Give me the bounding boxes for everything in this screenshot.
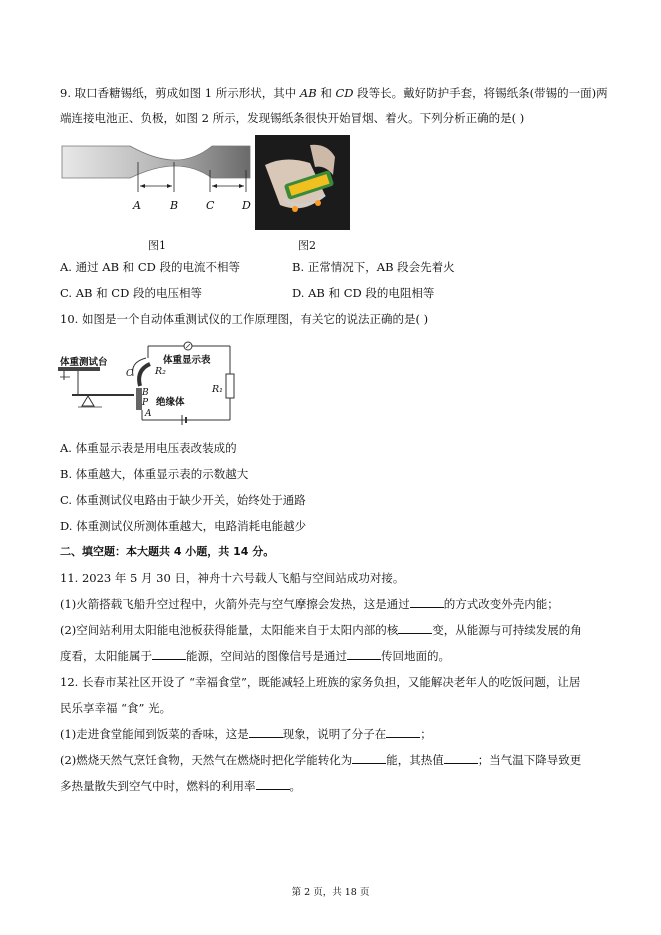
q12-part2-line1: (2)燃烧天然气烹饪食物，天然气在燃烧时把化学能转化为 能，其热值 ；当气温下降导致更 — [60, 753, 582, 767]
page-footer: 第 2 页，共 18 页 — [291, 887, 370, 898]
q10-stem: 10. 如图是一个自动体重测试仪的工作原理图，有关它的说法正确的是( ) — [60, 312, 429, 326]
label-c: C — [126, 368, 134, 379]
q10-option-a[interactable]: A. 体重显示表是用电压表改装成的 — [60, 441, 237, 455]
label-r2: R₂ — [155, 366, 166, 377]
label-a: A — [145, 409, 152, 419]
q9-option-b[interactable]: B. 正常情况下，AB 段会先着火 — [292, 260, 455, 274]
q11-part1: (1)火箭搭载飞船升空过程中，火箭外壳与空气摩擦会发热，这是通过 的方式改变外壳内能； — [60, 597, 559, 611]
fig1-caption: 图1 — [148, 239, 166, 252]
q12-blank-2[interactable] — [386, 727, 420, 738]
q12-stem-line2: 民乐享幸福 “食” 光。 — [60, 701, 172, 715]
q11-part2-line2: 度看，太阳能属于 能源，空间站的图像信号是通过 传回地面的。 — [60, 649, 450, 663]
fig1-label-d: D — [242, 199, 251, 212]
label-p: P — [142, 398, 149, 408]
label-meter: 体重显示表 — [163, 355, 211, 366]
q9-option-d[interactable]: D. AB 和 CD 段的电阻相等 — [292, 286, 435, 300]
label-insulator: 绝缘体 — [156, 397, 185, 408]
figure-weight-tester-circuit — [58, 340, 248, 426]
q9-options-row2 — [60, 285, 620, 301]
q9-stem-line2: 端连接电池正、负极，如图 2 所示，发现锡纸条很快开始冒烟、着火。下列分析正确的是( ) — [60, 111, 525, 125]
fig1-label-a: A — [133, 199, 141, 212]
q9-stem-line1: 9. 取口香糖锡纸，剪成如图 1 所示形状，其中 AB 和 CD 段等长。戴好防护手套，将锡纸条(带锡的一面)两 — [60, 86, 608, 100]
q11-blank-1[interactable] — [410, 597, 444, 608]
q12-stem-line1: 12. 长春市某社区开设了 “幸福食堂”，既能减轻上班族的家务负担，又能解决老年人的吃饭问题，让居 — [60, 675, 581, 689]
q11-blank-4[interactable] — [347, 649, 381, 660]
fig2-caption: 图2 — [298, 239, 316, 252]
section-fill-in-heading: 二、填空题：本大题共 4 小题，共 14 分。 — [60, 545, 275, 558]
q11-stem: 11. 2023 年 5 月 30 日，神舟十六号载人飞船与空间站成功对接。 — [60, 571, 405, 585]
q11-part2-line1: (2)空间站利用太阳能电池板获得能量，太阳能来自于太阳内部的核 变，从能源与可持续发展的角 — [60, 623, 582, 637]
fig1-label-c: C — [206, 199, 215, 212]
q10-option-d[interactable]: D. 体重测试仪所测体重越大，电路消耗电能越少 — [60, 519, 307, 533]
q12-part1: (1)走进食堂能闻到饭菜的香味，这是 现象，说明了分子在 ； — [60, 727, 432, 741]
q12-part2-line2: 多热量散失到空气中时，燃料的利用率 。 — [60, 779, 301, 793]
q10-option-b[interactable]: B. 体重越大，体重显示表的示数越大 — [60, 467, 249, 481]
q11-blank-3[interactable] — [152, 649, 186, 660]
figure-2-battery-photo — [255, 135, 350, 230]
q12-blank-4[interactable] — [444, 753, 478, 764]
q11-blank-2[interactable] — [398, 623, 432, 634]
q12-blank-3[interactable] — [352, 753, 386, 764]
q9-options-row1 — [60, 259, 620, 275]
fig1-label-b: B — [170, 199, 179, 212]
q10-option-c[interactable]: C. 体重测试仪电路由于缺少开关，始终处于通路 — [60, 493, 306, 507]
q9-option-a[interactable]: A. 通过 AB 和 CD 段的电流不相等 — [60, 260, 241, 274]
q12-blank-1[interactable] — [249, 727, 283, 738]
label-r1: R₁ — [212, 384, 223, 395]
q9-option-c[interactable]: C. AB 和 CD 段的电压相等 — [60, 286, 202, 300]
label-b: B — [142, 388, 149, 398]
figure-1-foil-strip — [60, 140, 252, 220]
label-platform: 体重测试台 — [60, 357, 108, 368]
q12-blank-5[interactable] — [256, 779, 290, 790]
